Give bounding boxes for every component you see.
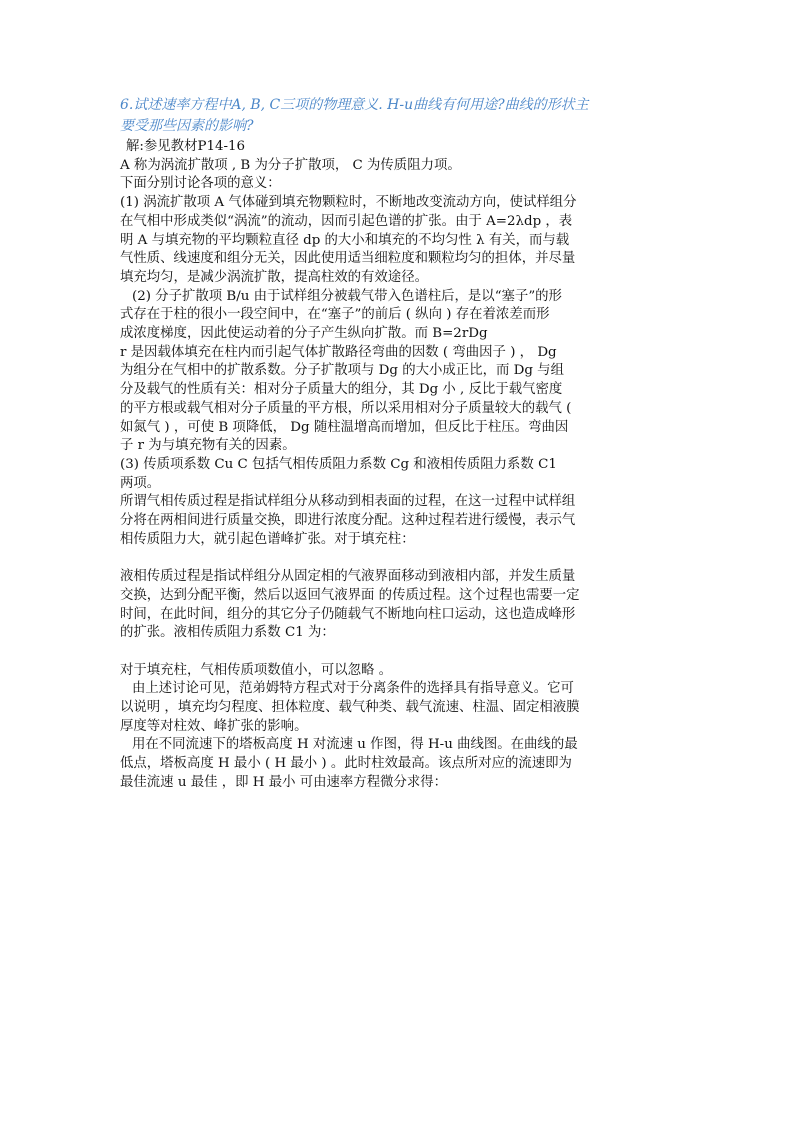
- answer-intro: A 称为涡流扩散项 , B 为分子扩散项， C 为传质阻力项。: [120, 157, 461, 173]
- discussion-lead: 下面分别讨论各项的意义：: [120, 176, 281, 192]
- text-line: 最佳流速 u 最佳 ，即 H 最小 可由速率方程微分求得：: [120, 774, 448, 790]
- text-line: 两项。: [120, 475, 161, 491]
- text-line: 的平方根或载气相对分子质量的平方根，所以采用相对分子质量较大的载气 (: [120, 400, 572, 416]
- blank-line: [120, 549, 676, 568]
- paragraph-molecular-diffusion: [120, 288, 676, 456]
- text-line: 用在不同流速下的塔板高度 H 对流速 u 作图，得 H-u 曲线图。在曲线的最: [132, 737, 578, 753]
- text-line: 分将在两相间进行质量交换，即进行浓度分配。这种过程若进行缓慢，表示气: [120, 513, 576, 529]
- paragraph-mass-transfer: [120, 456, 676, 550]
- text-line: 低点，塔板高度 H 最小 ( H 最小 ) 。此时柱效最高。该点所对应的流速即为: [120, 756, 572, 772]
- text-line: 的扩张。液相传质阻力系数 C1 为：: [120, 625, 335, 641]
- text-line: 对于填充柱，气相传质项数值小，可以忽略 。: [120, 662, 393, 678]
- paragraph-liquid-transfer: [120, 568, 676, 643]
- text-line: (3) 传质项系数 Cu C 包括气相传质阻力系数 Cg 和液相传质阻力系数 C1: [120, 456, 557, 472]
- text-line: 厚度等对柱效、峰扩张的影响。: [120, 718, 308, 734]
- paragraph-summary: [120, 680, 676, 736]
- text-line: 子 r 为与填充物有关的因素。: [120, 438, 296, 454]
- paragraph-eddy-diffusion: [120, 194, 676, 288]
- text-line: 由上述讨论可见，范弟姆特方程式对于分离条件的选择具有指导意义。它可: [132, 681, 574, 697]
- text-line: 气性质、线速度和组分无关，因此使用适当细粒度和颗粒均匀的担体，并尽量: [120, 251, 576, 267]
- text-line: 在气相中形成类似“涡流”的流动，因而引起色谱的扩张。由于 A=2λdp ，表: [120, 213, 573, 229]
- document-page: [120, 96, 676, 793]
- text-line: 式存在于柱的很小一段空间中，在“塞子”的前后 ( 纵向 ) 存在着浓差而形: [120, 307, 550, 323]
- text-line: 成浓度梯度，因此使运动着的分子产生纵向扩散。而 B=2rDg: [120, 326, 488, 342]
- text-line: 相传质阻力大，就引起色谱峰扩张。对于填充柱：: [120, 531, 415, 547]
- question-line: 要受那些因素的影响?: [120, 118, 254, 134]
- text-line: 填充均匀，是减少涡流扩散，提高柱效的有效途径。: [120, 269, 428, 285]
- paragraph-h-u-curve: [120, 736, 676, 792]
- text-line: 以说明 ，填充均匀程度、担体粒度、载气种类、载气流速、柱温、固定相液膜: [120, 700, 580, 716]
- text-line: 所谓气相传质过程是指试样组分从移动到相表面的过程，在这一过程中试样组: [120, 494, 576, 510]
- text-line: 明 A 与填充物的平均颗粒直径 dp 的大小和填充的不均匀性 λ 有关，而与载: [120, 232, 570, 248]
- text-line: 为组分在气相中的扩散系数。分子扩散项与 Dg 的大小成正比，而 Dg 与组: [120, 363, 564, 379]
- text-line: 如氮气 ) ，可使 B 项降低， Dg 随柱温增高而增加，但反比于柱压。弯曲因: [120, 419, 569, 435]
- question-line: 6.试述速率方程中A, B, C三项的物理意义. H-u曲线有何用途?曲线的形状主: [120, 97, 589, 113]
- text-line: (2) 分子扩散项 B/u 由于试样组分被载气带入色谱柱后，是以“塞子”的形: [132, 288, 562, 304]
- blank-line: [120, 643, 676, 662]
- text-line: r 是因载体填充在柱内而引起气体扩散路径弯曲的因数 ( 弯曲因子 ) ， Dg: [120, 344, 557, 360]
- text-line: 液相传质过程是指试样组分从固定相的气液界面移动到液相内部，并发生质量: [120, 569, 576, 585]
- answer-reference: 解:参见教材P14-16: [126, 139, 246, 154]
- question-title: [120, 96, 676, 136]
- text-line: (1) 涡流扩散项 A 气体碰到填充物颗粒时，不断地改变流动方向，使试样组分: [120, 195, 577, 211]
- text-line: 时间，在此时间，组分的其它分子仍随载气不断地向柱口运动，这也造成峰形: [120, 606, 576, 622]
- text-line: 交换，达到分配平衡，然后以返回气液界面 的传质过程。这个过程也需要一定: [120, 587, 580, 603]
- text-line: 分及载气的性质有关：相对分子质量大的组分，其 Dg 小 , 反比于载气密度: [120, 382, 563, 398]
